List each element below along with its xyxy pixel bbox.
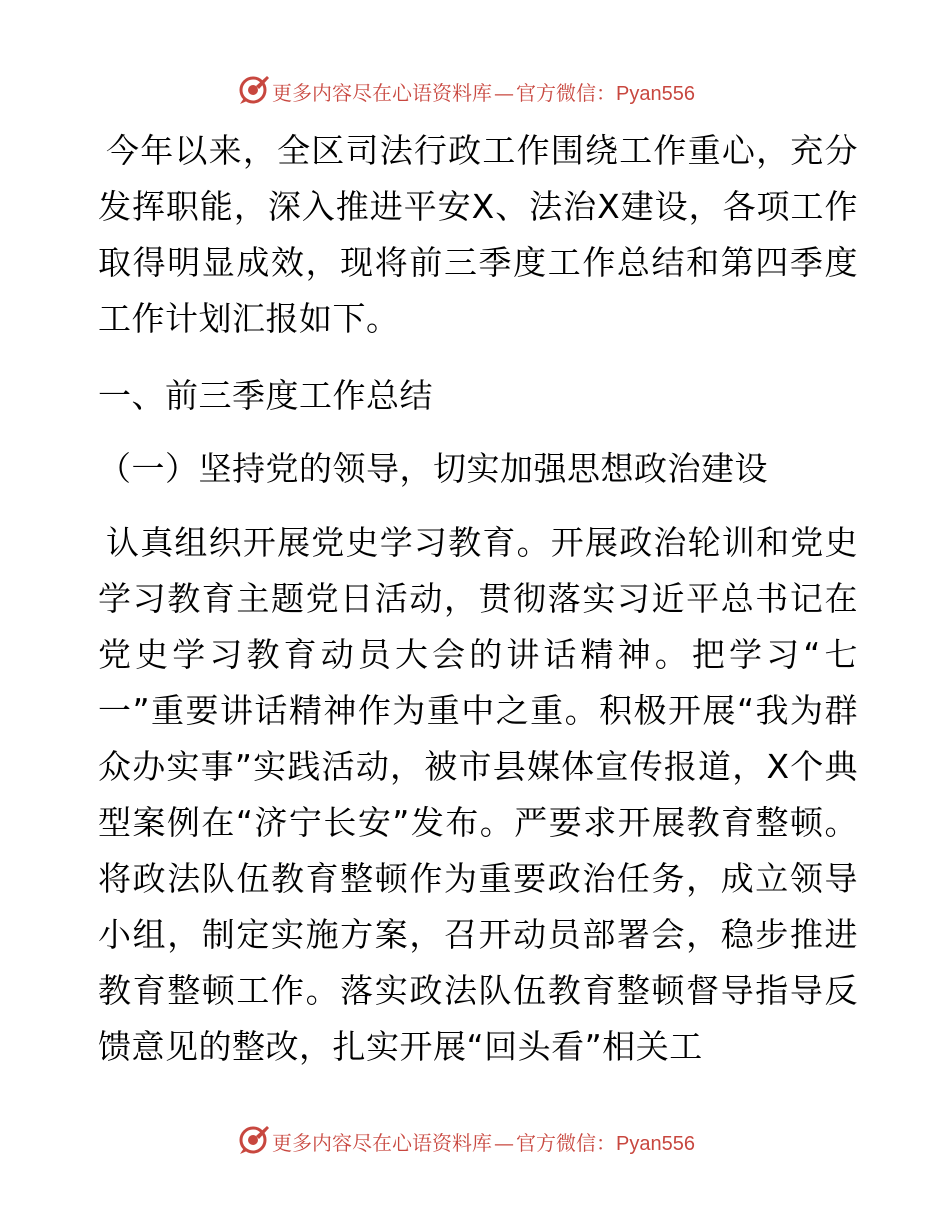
watermark-banner-top <box>0 70 950 110</box>
watermark-text <box>272 1127 695 1156</box>
seal-logo-icon <box>236 1122 270 1156</box>
intro-paragraph-block <box>98 123 858 347</box>
watermark-title: 更多内容尽在心语资料库 <box>272 81 492 105</box>
watermark-separator: — <box>494 1131 514 1155</box>
watermark-separator: — <box>494 81 514 105</box>
subsection-heading-block <box>98 441 858 497</box>
section-heading: 一、前三季度工作总结 <box>98 376 433 415</box>
subsection-paragraph: 认真组织开展党史学习教育。开展政治轮训和党史学习教育主题党日活动，贯彻落实习近平总书记在党史学习教育动员大会的讲话精神。把学习“七一”重要讲话精神作为重中之重。积极开展“我为群众办实事”实践活动，被市县媒体宣传报道，X个典型案例在“济宁长安”发布。严要求开展教育整顿。将政法队伍教育整顿作为重要政治任务，成立领导小组，制定实施方案，召开动员部署会，稳步推进教育整顿工作。落实政法队伍教育整顿督导指导反馈意见的整改，扎实开展“回头看”相关工 <box>98 523 858 1066</box>
subsection-heading: （一）坚持党的领导，切实加强思想政治建设 <box>98 449 768 488</box>
watermark-wechat: 官方微信：Pyan556 <box>516 83 695 105</box>
watermark-banner-bottom <box>0 1120 950 1160</box>
watermark-wechat: 官方微信：Pyan556 <box>516 1133 695 1155</box>
section-heading-block <box>98 368 858 424</box>
subsection-paragraph-block <box>98 515 858 1075</box>
watermark-text <box>272 77 695 106</box>
seal-logo-icon <box>236 72 270 106</box>
intro-paragraph: 今年以来，全区司法行政工作围绕工作重心，充分发挥职能，深入推进平安X、法治X建设，各项工作取得明显成效，现将前三季度工作总结和第四季度工作计划汇报如下。 <box>98 131 858 338</box>
watermark-title: 更多内容尽在心语资料库 <box>272 1131 492 1155</box>
